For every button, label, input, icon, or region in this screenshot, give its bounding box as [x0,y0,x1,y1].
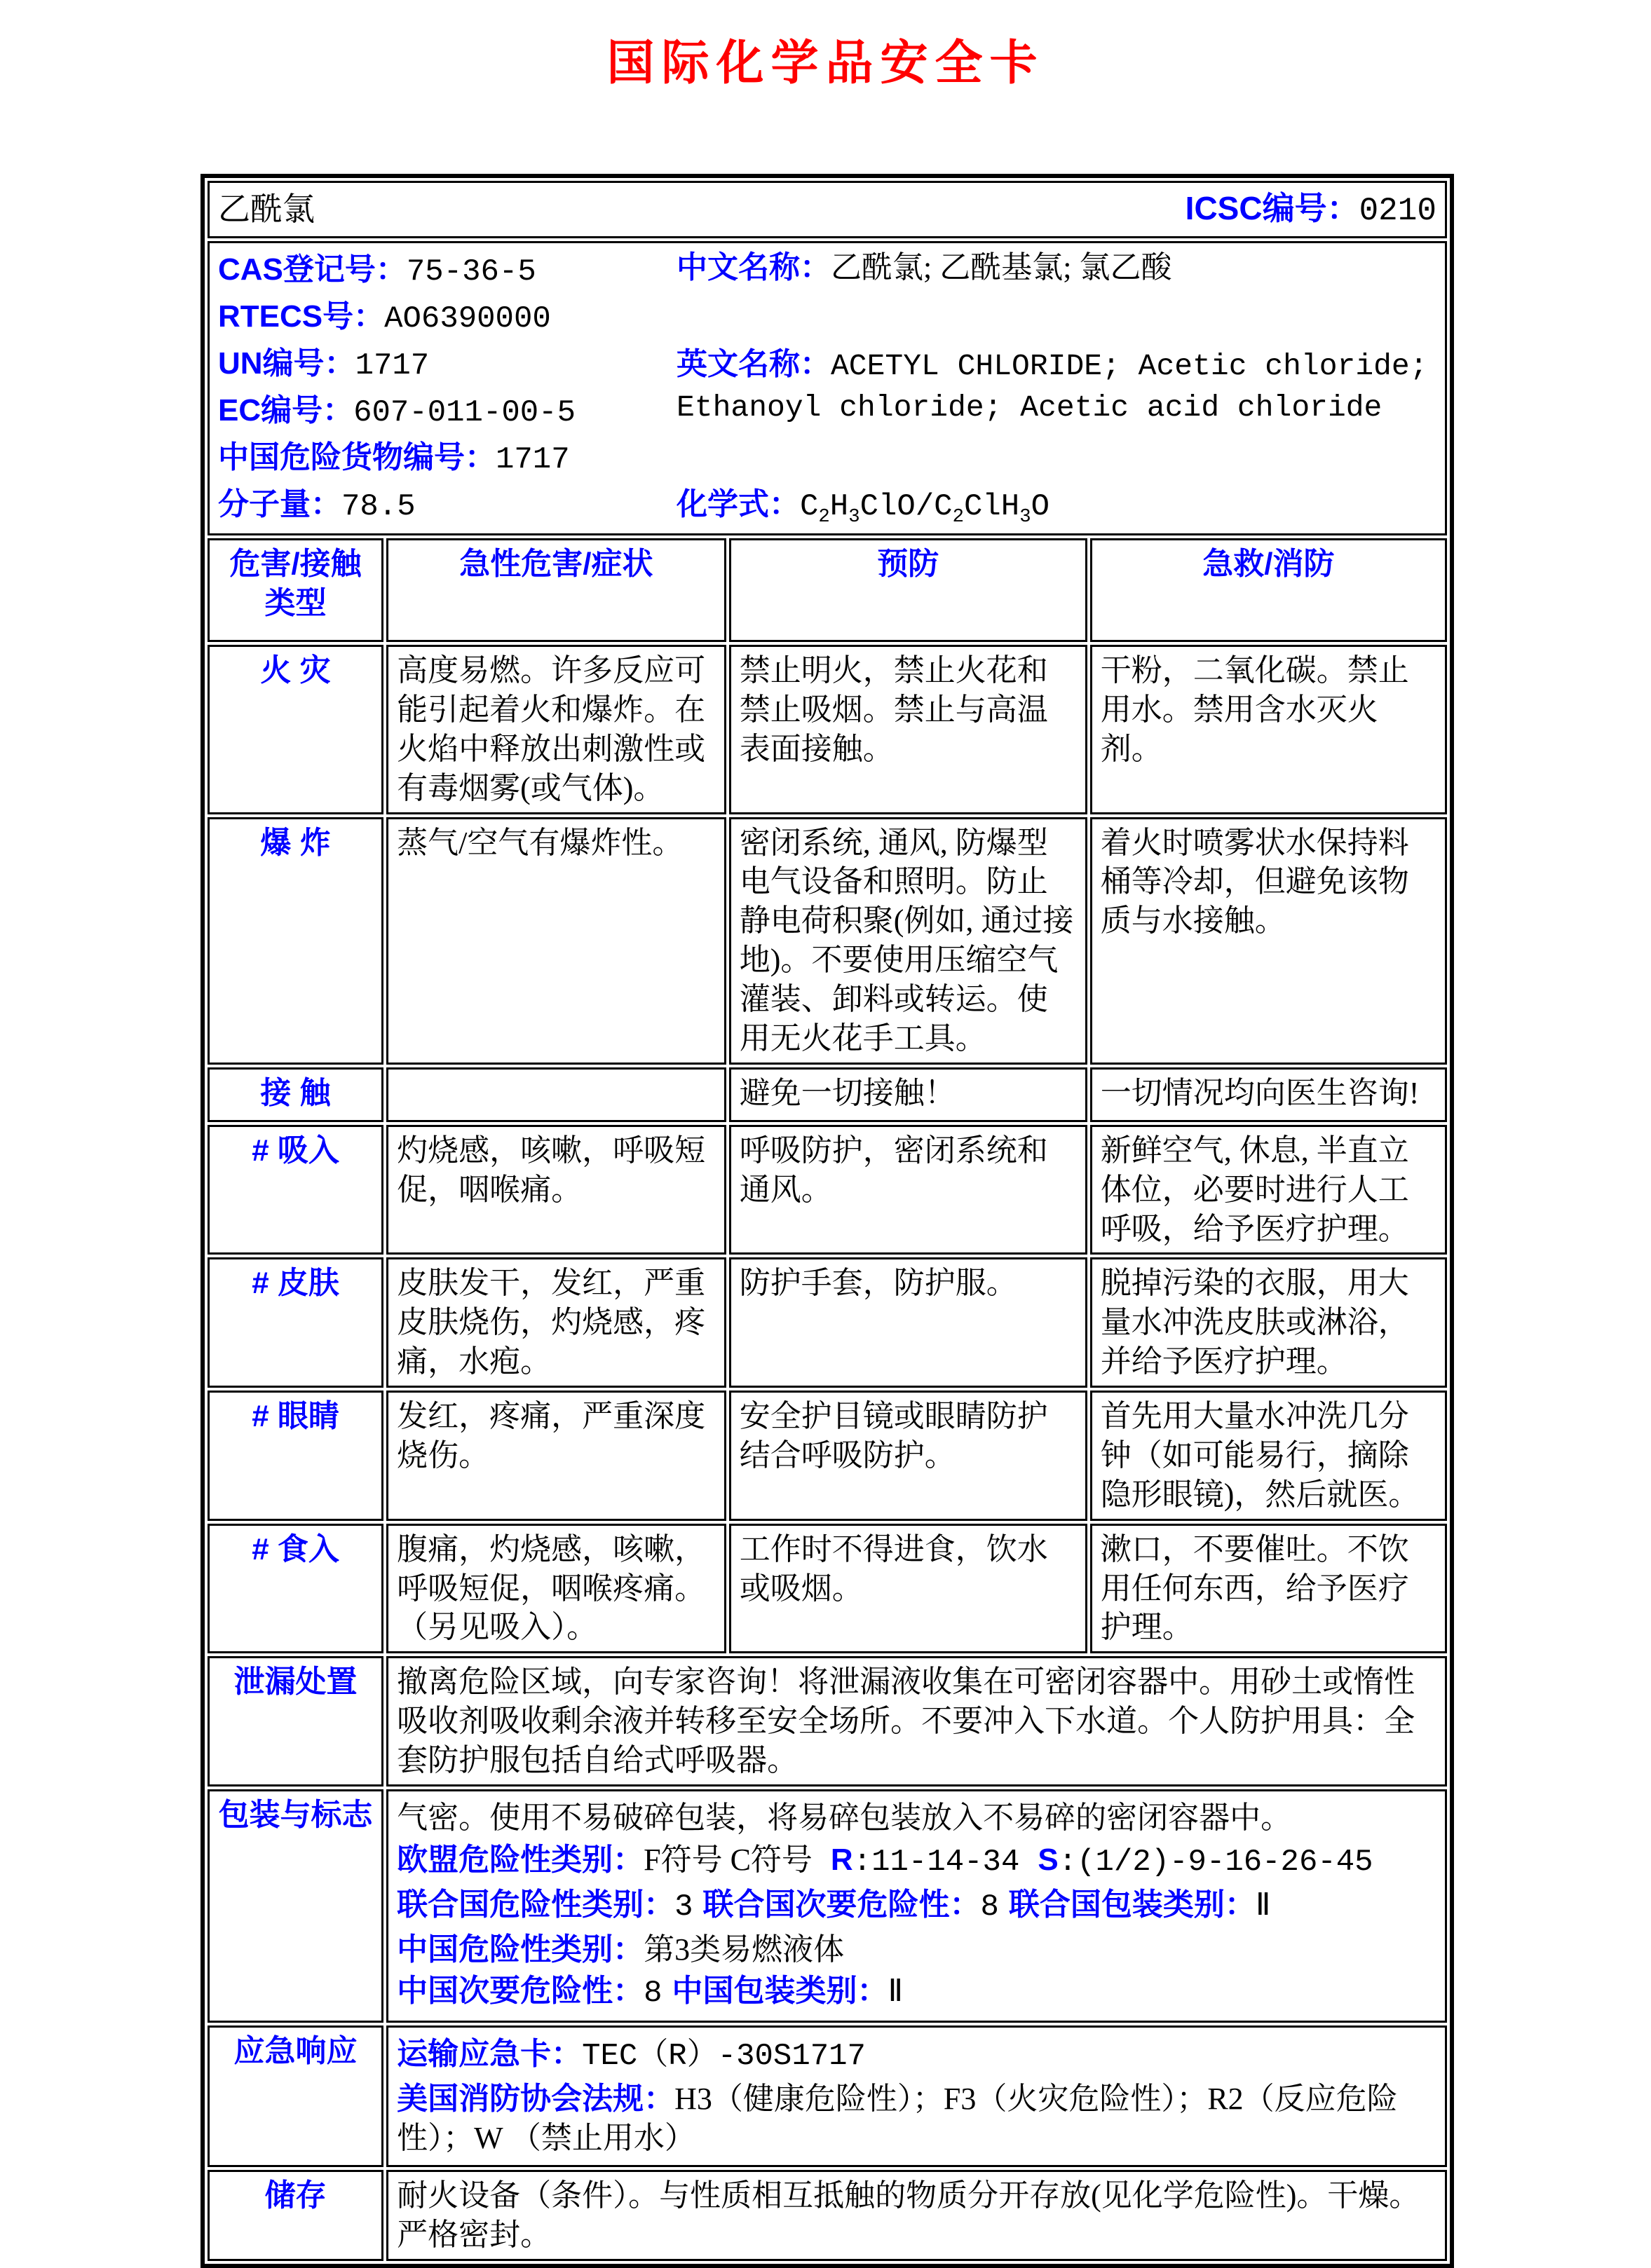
rtecs-value: AO6390000 [384,301,551,336]
id-row-molweight [218,482,672,529]
molweight-label: 分子量： [218,487,341,521]
cell-fire-symptoms: 高度易燃。许多反应可能引起着火和爆炸。在火焰中释放出刺激性或有毒烟雾(或气体)。 [386,645,726,814]
cell-fire-response: 干粉，二氧化碳。禁止用水。禁用含水灭火剂。 [1090,645,1447,814]
identification-row [208,241,1447,535]
s-phrases-value: :(1/2)-9-16-26-45 [1058,1844,1373,1880]
id-row-china-dg [218,435,672,482]
cell-ingestion-response: 漱口，不要催吐。不饮用任何东西，给予医疗护理。 [1090,1524,1447,1654]
row-fire [208,645,1447,814]
cell-inhalation-category: # 吸入 [208,1125,383,1255]
emergency-line-tec [397,2035,1436,2077]
emergency-line-nfpa [397,2079,1436,2158]
cell-eyes-response: 首先用大量水冲洗几分钟（如可能易行，摘除隐形眼镜)，然后就医。 [1090,1391,1447,1521]
cell-inhalation-response: 新鲜空气, 休息, 半直立体位，必要时进行人工呼吸，给予医疗护理。 [1090,1125,1447,1255]
un-class-value: 3 [674,1889,693,1925]
header-first-aid: 急救/消防 [1090,538,1447,642]
row-exposure [208,1067,1447,1122]
tec-card-value: TEC（R）-30S1717 [582,2039,866,2075]
cell-inhalation-symptoms: 灼烧感，咳嗽，呼吸短促，咽喉痛。 [386,1125,726,1255]
china-dg-value: 1717 [496,442,570,477]
identification-cell [208,241,1447,535]
icsc-number-label: ICSC编号： [1185,189,1359,226]
row-skin [208,1257,1447,1388]
cell-exposure-symptoms [386,1067,726,1122]
un-number-value: 1717 [355,348,430,383]
icsc-number-value: 0210 [1359,192,1436,229]
un-pack-value: Ⅱ [1255,1887,1271,1922]
cn-class-label: 中国危险性类别： [397,1932,644,1967]
eu-class-label: 欧盟危险性类别： [397,1842,644,1877]
r-phrases-value: :11-14-34 [852,1844,1020,1880]
cell-exposure-category: 接 触 [208,1067,383,1122]
header-acute-symptoms: 急性危害/症状 [386,538,726,642]
cas-label: CAS登记号： [218,252,407,287]
page-title: 国际化学品安全卡 [606,36,1045,90]
cell-ingestion-category: # 食入 [208,1524,383,1654]
cell-explosion-category: 爆 炸 [208,817,383,1065]
s-phrases-label: S [1038,1842,1059,1877]
row-explosion [208,817,1447,1065]
cell-spillage-text: 撤离危险区域，向专家咨询！将泄漏液收集在可密闭容器中。用砂土或惰性吸收剂吸收剩余液并转移至安全场所。不要冲入下水道。个人防护用具：全套防护服包括自给式呼吸器。 [386,1656,1447,1787]
cas-value: 75-36-5 [406,254,536,289]
cell-packaging-text [386,1789,1447,2023]
cell-spillage-category: 泄漏处置 [208,1656,383,1787]
formula-value: $C_2H_3ClO/C_2ClH_3O$ [800,489,1049,528]
cn-subrisk-value: 8 [644,1976,663,2011]
formula-label: 化学式： [677,486,800,521]
cell-explosion-symptoms: 蒸气/空气有爆炸性。 [386,817,726,1065]
packaging-line-cn-sub [397,1972,1436,2014]
header-hazard-type: 危害/接触类型 [208,538,383,642]
cell-packaging-category: 包装与标志 [208,1789,383,2023]
packaging-line-eu [397,1840,1436,1883]
identification-left [218,247,672,529]
cell-emergency-category: 应急响应 [208,2026,383,2167]
icsc-number-group [1185,188,1436,231]
cell-skin-response: 脱掉污染的衣服，用大量水冲洗皮肤或淋浴，并给予医疗护理。 [1090,1257,1447,1388]
cell-ingestion-symptoms: 腹痛，灼烧感，咳嗽，呼吸短促，咽喉疼痛。（另见吸入）。 [386,1524,726,1654]
cell-eyes-symptoms: 发红，疼痛，严重深度烧伤。 [386,1391,726,1521]
ec-number-label: EC编号： [218,393,354,428]
chinese-name-value: 乙酰氯; 乙酰基氯; 氯乙酸 [831,250,1172,285]
header-prevention: 预防 [729,538,1087,642]
id-row-ec [218,388,672,435]
row-storage [208,2170,1447,2261]
id-row-rtecs [218,294,672,341]
un-class-label: 联合国危险性类别： [397,1887,675,1922]
r-phrases-label: R [830,1842,853,1877]
cell-skin-category: # 皮肤 [208,1257,383,1388]
english-name-label: 英文名称： [677,346,831,381]
cell-exposure-response: 一切情况均向医生咨询! [1090,1067,1447,1122]
cn-pack-label: 中国包装类别： [672,1974,888,2009]
cell-storage-category: 储存 [208,2170,383,2261]
formula-block [677,484,1436,529]
cell-storage-text: 耐火设备（条件）。与性质相互抵触的物质分开存放(见化学危险性)。干燥。严格密封。 [386,2170,1447,2261]
packaging-line-cn-class [397,1930,1436,1969]
row-spillage [208,1656,1447,1787]
eu-class-value: F符号 C符号 [644,1842,813,1877]
row-packaging [208,1789,1447,2023]
un-pack-label: 联合国包装类别： [1008,1887,1256,1922]
cell-explosion-response: 着火时喷雾状水保持料桶等冷却，但避免该物质与水接触。 [1090,817,1447,1065]
cell-eyes-prevention: 安全护目镜或眼睛防护结合呼吸防护。 [729,1391,1087,1521]
packaging-line-general: 气密。使用不易破碎包装，将易碎包装放入不易碎的密闭容器中。 [397,1800,1292,1835]
row-emergency [208,2026,1447,2167]
cell-exposure-prevention: 避免一切接触！ [729,1067,1087,1122]
nfpa-value: H3（健康危险性）；F3（火灾危险性）；R2（反应危险性）；W （禁止用水） [397,2082,1398,2155]
un-subrisk-value: 8 [980,1889,999,1925]
card-header-cell [208,181,1447,238]
chinese-name-label: 中文名称： [677,250,831,285]
cell-skin-symptoms: 皮肤发干，发红，严重皮肤烧伤，灼烧感，疼痛，水疱。 [386,1257,726,1388]
row-eyes [208,1391,1447,1521]
un-number-label: UN编号： [218,346,355,381]
hazard-header-row [208,538,1447,642]
cell-skin-prevention: 防护手套，防护服。 [729,1257,1087,1388]
nfpa-label: 美国消防协会法规： [397,2082,675,2117]
cell-fire-category: 火 灾 [208,645,383,814]
china-dg-label: 中国危险货物编号： [218,440,496,474]
cn-subrisk-label: 中国次要危险性： [397,1974,644,2009]
rtecs-label: RTECS号： [218,299,385,334]
cn-class-value: 第3类易燃液体 [644,1932,845,1967]
cell-eyes-category: # 眼睛 [208,1391,383,1521]
cell-fire-prevention: 禁止明火，禁止火花和禁止吸烟。禁止与高温表面接触。 [729,645,1087,814]
identification-right [672,247,1436,529]
cn-pack-value: Ⅱ [888,1974,904,2009]
english-name-value: ACETYL CHLORIDE; Acetic chloride; Ethanoyl chloride; Acetic acid chloride [677,348,1428,425]
id-row-un [218,341,672,388]
cell-inhalation-prevention: 呼吸防护，密闭系统和通风。 [729,1125,1087,1255]
cell-explosion-prevention: 密闭系统, 通风, 防爆型电气设备和照明。防止静电荷积聚(例如, 通过接地)。不要使用压缩空气灌装、卸料或转运。使用无火花手工具。 [729,817,1087,1065]
chinese-name-block [677,247,1436,287]
tec-card-label: 运输应急卡： [397,2037,583,2072]
row-inhalation [208,1125,1447,1255]
cell-emergency-text [386,2026,1447,2167]
chemical-name: 乙酰氯 [218,191,315,227]
row-ingestion [208,1524,1447,1654]
molweight-value: 78.5 [341,489,416,524]
id-row-cas [218,247,672,294]
un-subrisk-label: 联合国次要危险性： [702,1887,981,1922]
cell-ingestion-prevention: 工作时不得进食，饮水或吸烟。 [729,1524,1087,1654]
ec-number-value: 607-011-00-5 [353,395,576,430]
icsc-card-table [201,174,1454,2268]
packaging-line-un [397,1885,1436,1927]
english-name-block [677,344,1436,428]
card-header-row [208,181,1447,238]
